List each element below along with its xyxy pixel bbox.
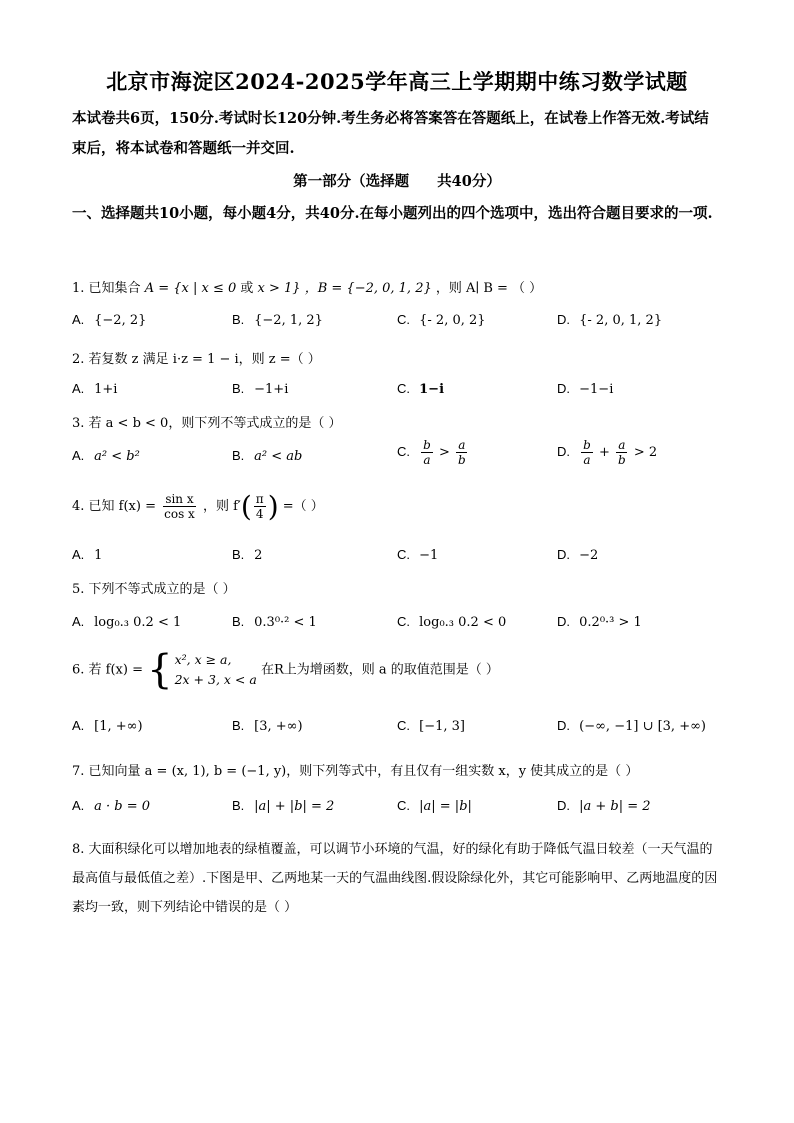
page-title: 北京市海淀区2024-2025学年高三上学期期中练习数学试题 [106, 69, 688, 94]
q1-option-a[interactable]: A. {−2, 2} [72, 312, 147, 328]
section-heading: 一、选择题共10小题，每小题4分，共40分.在每小题列出的四个选项中，选出符合题目要求的一项. [72, 205, 713, 222]
q4-option-d[interactable]: D. −2 [557, 547, 599, 563]
q7-option-b[interactable]: B. |a| + |b| = 2 [232, 798, 335, 814]
q3-option-b[interactable]: B. a² < ab [232, 448, 303, 464]
q7-option-d[interactable]: D. |a + b| = 2 [557, 798, 651, 814]
q3-option-d[interactable]: D. $\frac{b}{a}$ + $\frac{a}{b}$ > 2 [557, 438, 658, 467]
question-1-set-a: A = {x | x ≤ 0 [144, 281, 237, 296]
question-1 [72, 277, 542, 296]
question-1-prefix: 1. 已知集合 [72, 281, 141, 296]
exam-instructions: 本试卷共6页，150分.考试时长120分钟.考生务必将答案答在答题纸上，在试卷上作答无效.考试结束后，将本试卷和答题纸一并交回. [72, 110, 709, 157]
q2-option-c[interactable]: C. 1−i [397, 381, 445, 397]
q4-option-b[interactable]: B. 2 [232, 547, 263, 563]
question-7: 7. 已知向量 a = (x, 1), b = (−1, y)，则下列等式中，有且仅有一组实数 x，y 使其成立的是（ ） [72, 764, 639, 779]
q2-option-d[interactable]: D. −1−i [557, 381, 614, 397]
fraction: $\frac{b}{a}$ [423, 438, 431, 467]
question-1-ask: ，则 A∣ B = （ ） [435, 281, 543, 296]
q5-option-c[interactable]: C. log₀.₃ 0.2 < 0 [397, 614, 507, 630]
q2-option-b[interactable]: B. −1+i [232, 381, 289, 397]
q4-option-c[interactable]: C. −1 [397, 547, 439, 563]
question-3: 3. 若 a < b < 0，则下列不等式成立的是（ ） [72, 416, 342, 431]
q5-option-a[interactable]: A. log₀.₃ 0.2 < 1 [72, 614, 182, 630]
fraction: $\frac{a}{b}$ [618, 438, 626, 467]
question-1-or: 或 [240, 281, 254, 296]
q1-option-b[interactable]: B. {−2, 1, 2} [232, 312, 323, 328]
question-4: 4. 已知 f(x) = $\frac{\text{sin x}}{\text{cos x}}$ ，则 f′( $\frac{\pi}{4}$ ) =（ ） [72, 490, 324, 523]
piecewise-function: { x², x ≥ a, 2x + 3, x < a [147, 647, 257, 693]
q6-option-a[interactable]: A. [1, +∞) [72, 718, 143, 734]
q6-option-d[interactable]: D. (−∞, −1] ∪ [3, +∞) [557, 718, 706, 734]
part-heading [0, 170, 794, 191]
part-heading-left: 第一部分（选择题 [293, 173, 410, 190]
fraction: $\frac{\text{sin x}}{\text{cos x}}$ [164, 492, 195, 521]
q3-option-a[interactable]: A. a² < b² [72, 448, 140, 464]
q7-option-c[interactable]: C. |a| = |b| [397, 798, 472, 814]
q1-option-c[interactable]: C. {- 2, 0, 2} [397, 312, 486, 328]
fraction: $\frac{b}{a}$ [583, 438, 591, 467]
question-5: 5. 下列不等式成立的是（ ） [72, 582, 236, 597]
q4-option-a[interactable]: A. 1 [72, 547, 103, 563]
question-1-set-b: ，B = {−2, 0, 1, 2} [304, 281, 432, 296]
q7-option-a[interactable]: A. a · b = 0 [72, 798, 151, 814]
part-heading-right: 共40分） [437, 173, 501, 190]
q1-option-d[interactable]: D. {- 2, 0, 1, 2} [557, 312, 663, 328]
question-8: 8. 大面积绿化可以增加地表的绿植覆盖，可以调节小环境的气温，好的绿化有助于降低气温日较差（一天气温的最高值与最低值之差）.下图是甲、乙两地某一天的气温曲线图.假设除绿化外，其它可能影响甲、乙两地温度的因素均一致，则下列结论中错误的是（ ） [72, 842, 718, 915]
fraction: $\frac{\pi}{4}$ [255, 492, 264, 521]
q3-option-c[interactable]: C. $\frac{b}{a}$ > $\frac{a}{b}$ [397, 438, 466, 467]
q6-option-b[interactable]: B. [3, +∞) [232, 718, 303, 734]
q2-option-a[interactable]: A. 1+i [72, 381, 118, 397]
q5-option-b[interactable]: B. 0.3⁰·² < 1 [232, 614, 317, 630]
q6-option-c[interactable]: C. [−1, 3] [397, 718, 465, 734]
q5-option-d[interactable]: D. 0.2⁰·³ > 1 [557, 614, 642, 630]
question-1-set-a-tail: x > 1} [257, 281, 301, 296]
question-6: 6. 若 f(x) = { x², x ≥ a, 2x + 3, x < a 在R上为增函数，则 a 的取值范围是（ ） [72, 647, 499, 693]
question-2: 2. 若复数 z 满足 i·z = 1 − i，则 z =（ ） [72, 352, 321, 367]
fraction: $\frac{a}{b}$ [458, 438, 466, 467]
